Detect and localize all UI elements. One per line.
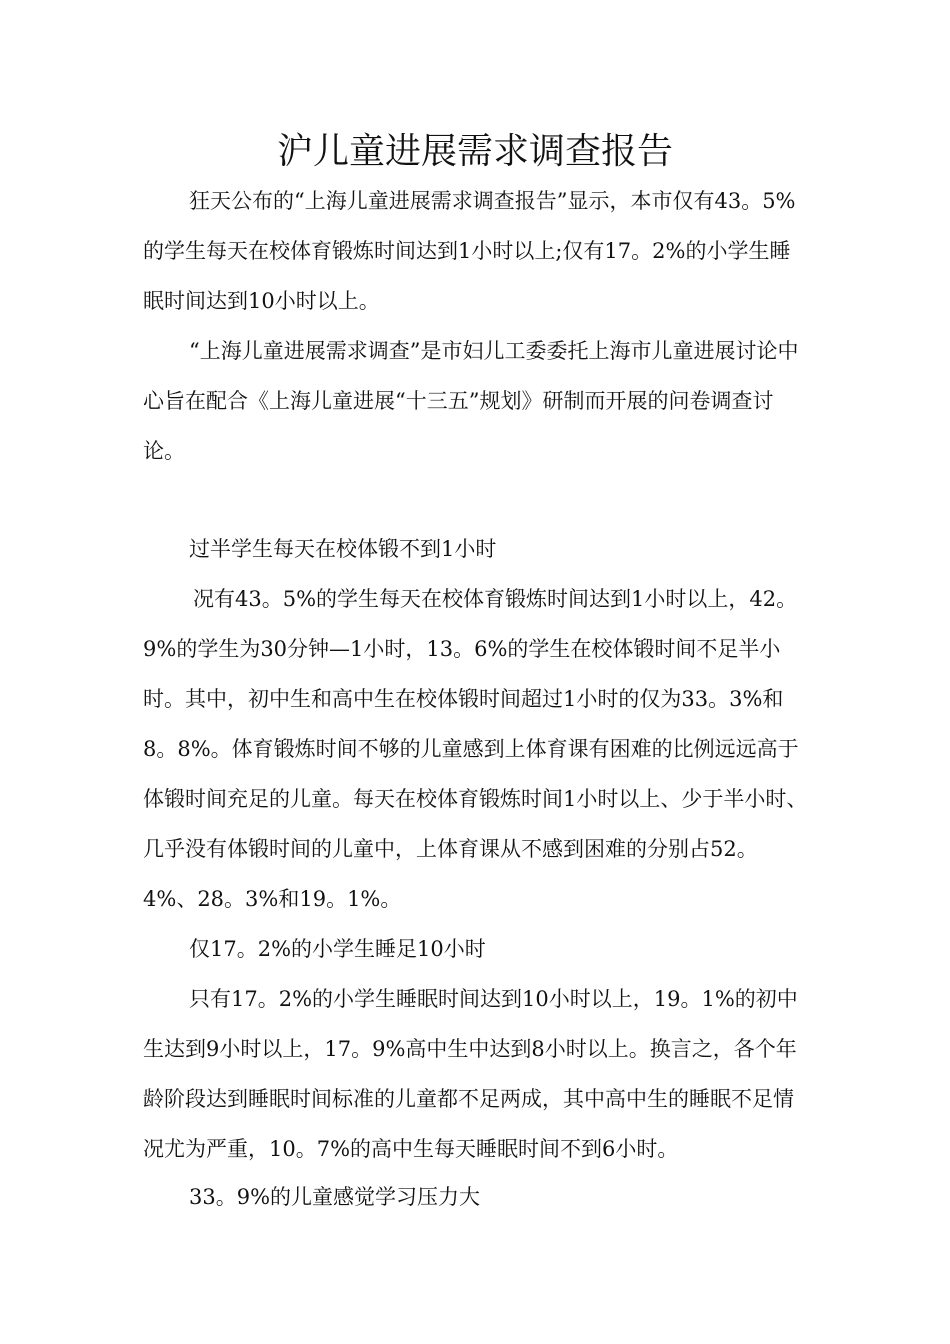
document-title: 沪儿童进展需求调查报告 [276,131,673,172]
subheading-study-pressure: 33。9%的儿童感觉学习压力大 [189,1185,481,1209]
paragraph-survey-description: “上海儿童进展需求调查”是市妇儿工委委托上海市儿童进展讨论中心旨在配合《上海儿童进展“十三五”规划》研制而开展的问卷调查讨论。 [143,339,799,463]
subheading-exercise: 过半学生每天在校体锻不到1小时 [189,537,497,561]
paragraph-sleep-details: 只有17。2%的小学生睡眠时间达到10小时以上，19。1%的初中生达到9小时以上，17。9%高中生中达到8小时以上。换言之，各个年龄阶段达到睡眠时间标准的儿童都不足两成，其中高中生的睡眠不足情况尤为严重，10。7%的高中生每天睡眠时间不到6小时。 [143,987,798,1161]
paragraph-intro: 狂天公布的“上海儿童进展需求调查报告”显示，本市仅有43。5%的学生每天在校体育锻炼时间达到1小时以上;仅有17。2%的小学生睡眠时间达到10小时以上。 [143,189,796,313]
subheading-sleep: 仅17。2%的小学生睡足10小时 [189,937,486,961]
paragraph-exercise-details: 况有43。5%的学生每天在校体育锻炼时间达到1小时以上，42。9%的学生为30分钟—1小时，13。6%的学生在校体锻时间不足半小时。其中，初中生和高中生在校体锻时间超过1小时的仅为33。3%和8。8%。体育锻炼时间不够的儿童感到上体育课有困难的比例远远高于体锻时间充足的儿童。每天在校体育锻炼时间1小时以上、少于半小时、几乎没有体锻时间的儿童中，上体育课从不感到困难的分别占52。4%、28。3%和19。1%。 [143,587,808,911]
